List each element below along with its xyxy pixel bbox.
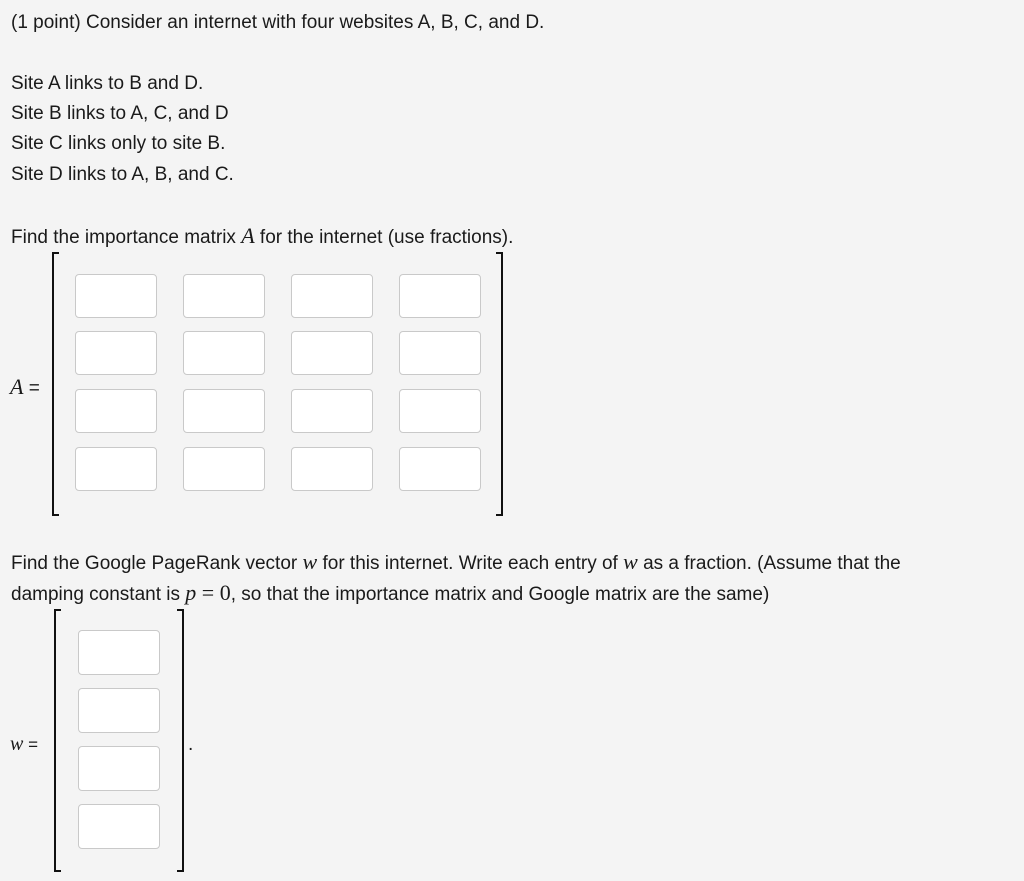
matrix-a-cell-r3c4[interactable]: [399, 389, 481, 433]
matrix-a-cell-r4c2[interactable]: [183, 447, 265, 491]
matrix-a-left-bracket: [52, 252, 59, 516]
part2-var-p: p: [185, 580, 197, 605]
part1-prompt-post: for the internet (use fractions).: [254, 227, 514, 248]
matrix-a-cell-r4c3[interactable]: [291, 447, 373, 491]
part2-line1-pre: Find the Google PageRank vector: [11, 553, 303, 574]
matrix-a-cell-r1c4[interactable]: [399, 274, 481, 318]
matrix-a-label-var: A: [10, 374, 24, 399]
vector-w-trailing-period: .: [188, 734, 194, 755]
part2-damping-value: 0: [219, 580, 231, 605]
matrix-a-cell-r1c3[interactable]: [291, 274, 373, 318]
matrix-a-cell-r4c1[interactable]: [75, 447, 157, 491]
matrix-a-cell-r3c3[interactable]: [291, 389, 373, 433]
part2-var-w2: w: [623, 549, 638, 574]
part2-prompt-line2: [11, 581, 769, 607]
vector-w-entry-2[interactable]: [78, 688, 160, 733]
vector-w-right-bracket: [177, 609, 184, 872]
part2-eq: =: [196, 580, 220, 605]
vector-w-label-var: w: [10, 733, 24, 755]
part1-prompt: [11, 224, 513, 250]
matrix-a-cell-r1c2[interactable]: [183, 274, 265, 318]
matrix-a-label: [10, 374, 40, 400]
matrix-a-cell-r2c2[interactable]: [183, 331, 265, 375]
matrix-a-right-bracket: [496, 252, 503, 516]
part2-line2-pre: damping constant is: [11, 584, 186, 605]
link-description-d: Site D links to A, B, and C.: [11, 164, 234, 185]
link-description-c: Site C links only to site B.: [11, 133, 226, 154]
vector-w-label-eq: =: [23, 735, 38, 754]
vector-w-label: [10, 733, 38, 756]
matrix-a-cell-r2c4[interactable]: [399, 331, 481, 375]
vector-w-left-bracket: [54, 609, 61, 872]
part2-line1-mid: for this internet. Write each entry of: [317, 553, 624, 574]
part1-prompt-pre: Find the importance matrix: [11, 227, 242, 248]
link-description-a: Site A links to B and D.: [11, 73, 204, 94]
part2-var-w1: w: [302, 549, 318, 574]
part2-line2-post: , so that the importance matrix and Google matrix are the same): [230, 584, 770, 605]
matrix-a-cell-r4c4[interactable]: [399, 447, 481, 491]
matrix-a-cell-r2c3[interactable]: [291, 331, 373, 375]
part2-line1-post: as a fraction. (Assume that the: [637, 553, 901, 574]
question-header: (1 point) Consider an internet with four websites A, B, C, and D.: [11, 12, 545, 33]
matrix-a-cell-r3c1[interactable]: [75, 389, 157, 433]
link-description-b: Site B links to A, C, and D: [11, 103, 229, 124]
vector-w-entry-3[interactable]: [78, 746, 160, 791]
matrix-a-cell-r2c1[interactable]: [75, 331, 157, 375]
matrix-a-label-eq: =: [23, 378, 40, 399]
vector-w-entry-4[interactable]: [78, 804, 160, 849]
part2-prompt-line1: [11, 550, 901, 576]
matrix-a-cell-r3c2[interactable]: [183, 389, 265, 433]
matrix-a-cell-r1c1[interactable]: [75, 274, 157, 318]
part1-var-a: A: [241, 223, 255, 248]
vector-w-entry-1[interactable]: [78, 630, 160, 675]
